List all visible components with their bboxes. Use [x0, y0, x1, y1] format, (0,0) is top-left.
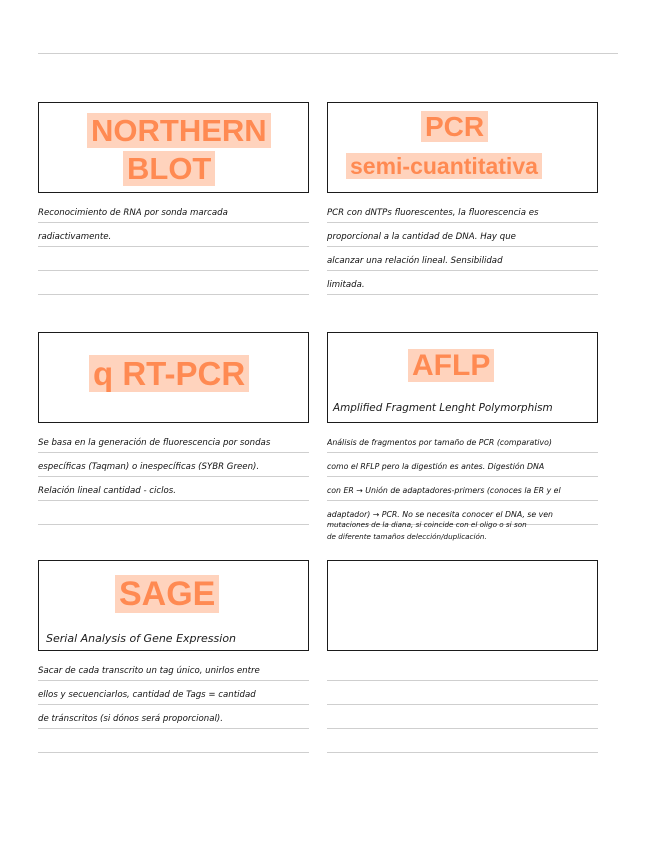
card-qrt-pcr [38, 332, 309, 423]
note-line: Sacar de cada transcrito un tag único, unirlos entre [38, 656, 309, 681]
note-line: radiactivamente. [38, 222, 309, 247]
note-line: alcanzar una relación lineal. Sensibilidad [327, 246, 598, 271]
note-line: limitada. [327, 270, 598, 295]
card-pcr-semi-cuantitativa [327, 102, 598, 193]
card-empty [327, 560, 598, 651]
note-line: ellos y secuenciarlos, cantidad de Tags = cantidad [38, 680, 309, 705]
note-line [38, 500, 309, 525]
card-title-line: q RT-PCR [89, 357, 249, 390]
card-notes [327, 656, 598, 752]
note-line: Se basa en la generación de fluorescencia por sondas [38, 428, 309, 453]
note-line [38, 270, 309, 295]
note-line: proporcional a la cantidad de DNA. Hay que [327, 222, 598, 247]
note-line: con ER → Unión de adaptadores-primers (conoces la ER y el [327, 476, 598, 501]
card-title-line: AFLP [408, 351, 494, 381]
note-line: de tránscritos (si dónos será proporcional). [38, 704, 309, 729]
note-line: Reconocimiento de RNA por sonda marcada [38, 198, 309, 223]
card-subtitle: Amplified Fragment Lenght Polymorphism [333, 402, 553, 414]
card-notes [327, 198, 598, 294]
card-notes [38, 656, 309, 752]
card-title-line: SAGE [115, 577, 219, 611]
note-line [38, 246, 309, 271]
note-line: Análisis de fragmentos por tamaño de PCR (comparativo) [327, 428, 598, 453]
card-title-line: PCR [421, 113, 488, 141]
note-line: Relación lineal cantidad - ciclos. [38, 476, 309, 501]
note-line: específicas (Taqman) o inespecíficas (SYBR Green). [38, 452, 309, 477]
card-title-line: BLOT [123, 153, 215, 184]
card-northern-blot [38, 102, 309, 193]
card-title-line: NORTHERN [87, 115, 271, 146]
card-notes [38, 428, 309, 524]
note-line [38, 728, 309, 753]
note-line: como el RFLP pero la digestión es antes. Digestión DNA [327, 452, 598, 477]
card-notes [38, 198, 309, 294]
card-aflp [327, 332, 598, 423]
note-line [327, 704, 598, 729]
card-subtitle: Serial Analysis of Gene Expression [46, 632, 237, 645]
note-line: mutaciones de la diana, si coincide con el oligo o si son [327, 520, 527, 529]
note-line [327, 680, 598, 705]
note-line: de diferente tamaños delección/duplicación. [327, 532, 487, 541]
note-line [327, 656, 598, 681]
card-title-line: semi-cuantitativa [346, 155, 542, 178]
card-sage [38, 560, 309, 651]
note-line: PCR con dNTPs fluorescentes, la fluorescencia es [327, 198, 598, 223]
top-rule [38, 53, 618, 54]
note-line [327, 728, 598, 753]
note-line: adaptador) → PCR. No se necesita conocer el DNA, se ven [327, 500, 598, 525]
card-notes [327, 428, 598, 552]
